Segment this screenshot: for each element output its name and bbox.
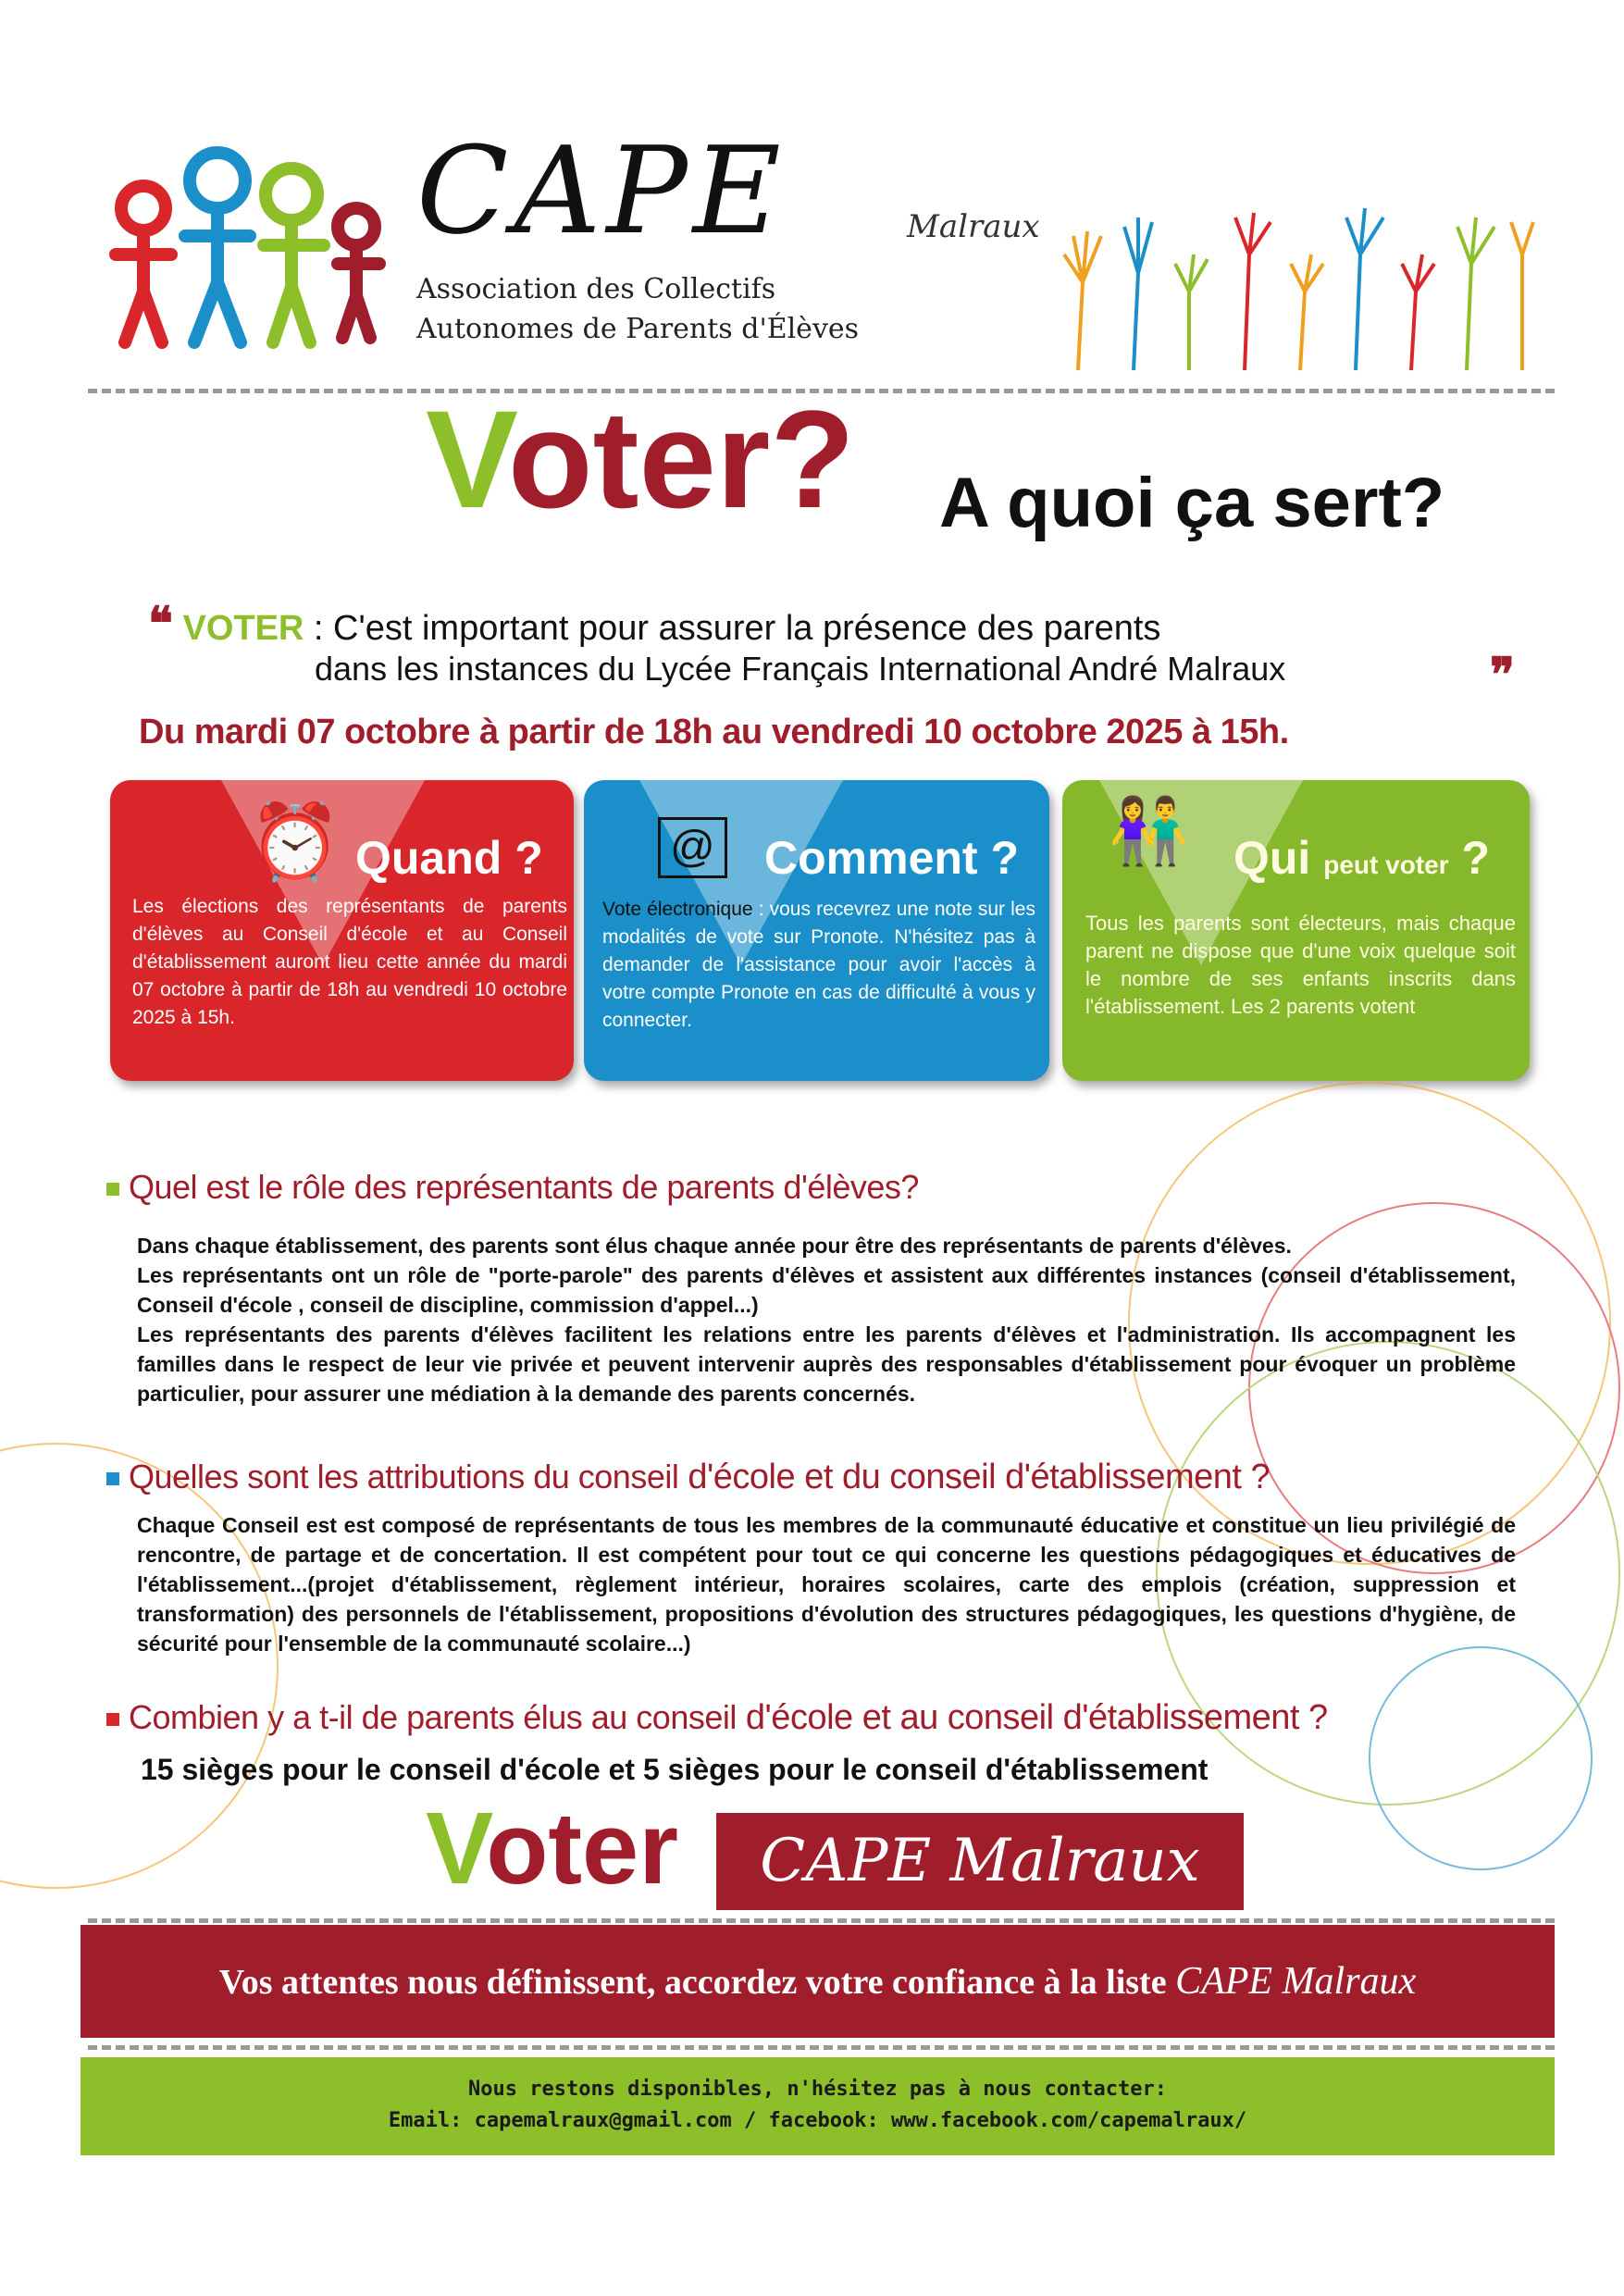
slogan-cape-malraux: CAPE Malraux xyxy=(716,1813,1244,1910)
headline-voter: Voter? xyxy=(426,381,855,537)
alarm-clock-icon: ⏰ xyxy=(249,800,341,883)
card-quand xyxy=(110,780,574,1081)
section-heading-attributions: Quelles sont les attributions du conseil d'école et du conseil d'établissement ? xyxy=(106,1458,1270,1497)
contact-details: Email: capemalraux@gmail.com / facebook: www.facebook.com/capemalraux/ xyxy=(388,2109,1247,2132)
quote-line-2: dans les instances du Lycée Français International André Malraux xyxy=(315,650,1286,688)
card-text: Vote électronique : vous recevrez une note sur les modalités de vote sur Pronote. N'hésitez pas à demander de l'assistance pour avoir l'accès à votre compte Pronote en cas de difficulté à vous y connecter. xyxy=(602,899,1035,1031)
bullet-icon xyxy=(106,1183,119,1196)
section-body-combien: 15 sièges pour le conseil d'école et 5 sièges pour le conseil d'établissement xyxy=(141,1753,1209,1786)
card-qui xyxy=(1062,780,1530,1081)
quote-line-1: ❝ VOTER : C'est important pour assurer la présence des parents xyxy=(148,598,1161,650)
section-body-role: Dans chaque établissement, des parents sont élus chaque année pour être des représentants de parents d'élèves. Les représentants ont un rôle de "porte-parole" des parents d'élèves et assistent aux différentes instances (conseil d'établissement, Conseil d'école , conseil de discipline, commission d'appel...) Les représentants des parents d'élèves facilitent les relations entre les parents d'élèves et l'administration. Ils accompagnent les familles dans le respect de leur vie privée et peuvent intervenir auprès des responsables d'établissement pour évoquer un problème particulier, pour assurer une médiation à la demande des parents concernés. xyxy=(137,1234,1516,1406)
logo-title: CAPE xyxy=(416,120,787,261)
card-title: Qui peut voter ? xyxy=(1233,832,1491,884)
section-body-attributions: Chaque Conseil est est composé de représentants de tous les membres de la communauté éducative et constitue un lieu privilégié de rencontre, de partage et de concertation. Il est compétent pour tout ce qui concerne les questions pédagogiques et éducatives de l'établissement...(projet d'établissement, règlement intérieur, horaires scolaires, carte des emplois (création, suppression et transformation) des personnels de l'établissement, propositions d'évolution des structures pédagogiques, les questions d'hygiène, de sécurité pour l'ensemble de la communauté scolaire...) xyxy=(137,1513,1516,1656)
slogan-voter: Voter xyxy=(426,1792,679,1905)
slogan-banner: Vos attentes nous définissent, accordez votre confiance à la liste CAPE Malraux xyxy=(81,1925,1555,2038)
card-title: Comment ? xyxy=(764,832,1019,884)
headline-question: A quoi ça sert? xyxy=(939,464,1445,542)
vote-dates: Du mardi 07 octobre à partir de 18h au vendredi 10 octobre 2025 à 15h. xyxy=(139,713,1289,751)
computer-at-icon: @ xyxy=(658,817,727,878)
raised-hands-icon xyxy=(1060,199,1541,375)
contact-footer xyxy=(81,2057,1555,2155)
children-logo-icon xyxy=(106,143,403,352)
quote-close: ❞ xyxy=(1490,649,1515,701)
card-text: Tous les parents sont électeurs, mais chaque parent ne dispose que d'une voix quelque soit le nombre de ses enfants inscrits dans l'établissement. Les 2 parents votent xyxy=(1085,912,1516,1018)
bullet-icon xyxy=(106,1472,119,1485)
section-heading-role: Quel est le rôle des représentants de parents d'élèves? xyxy=(106,1168,919,1207)
logo-subtitle: Malraux xyxy=(907,208,1040,245)
divider xyxy=(88,1918,1555,1923)
divider xyxy=(88,2045,1555,2050)
association-line-2: Autonomes de Parents d'Élèves xyxy=(416,313,860,345)
card-comment xyxy=(584,780,1049,1081)
card-text: Les élections des représentants de parents d'élèves au Conseil d'école et au Conseil d'établissement auront lieu cette année du mardi 07 octobre à partir de 18h au vendredi 10 octobre 2025 à 15h. xyxy=(132,896,567,1028)
section-heading-combien: Combien y a t-il de parents élus au conseil d'école et au conseil d'établissement ? xyxy=(106,1698,1328,1738)
contact-intro: Nous restons disponibles, n'hésitez pas à nous contacter: xyxy=(468,2078,1167,2101)
association-line-1: Association des Collectifs xyxy=(416,273,776,305)
card-title: Quand ? xyxy=(355,832,543,884)
bullet-icon xyxy=(106,1713,119,1726)
parents-icon: 👫 xyxy=(1109,795,1190,867)
